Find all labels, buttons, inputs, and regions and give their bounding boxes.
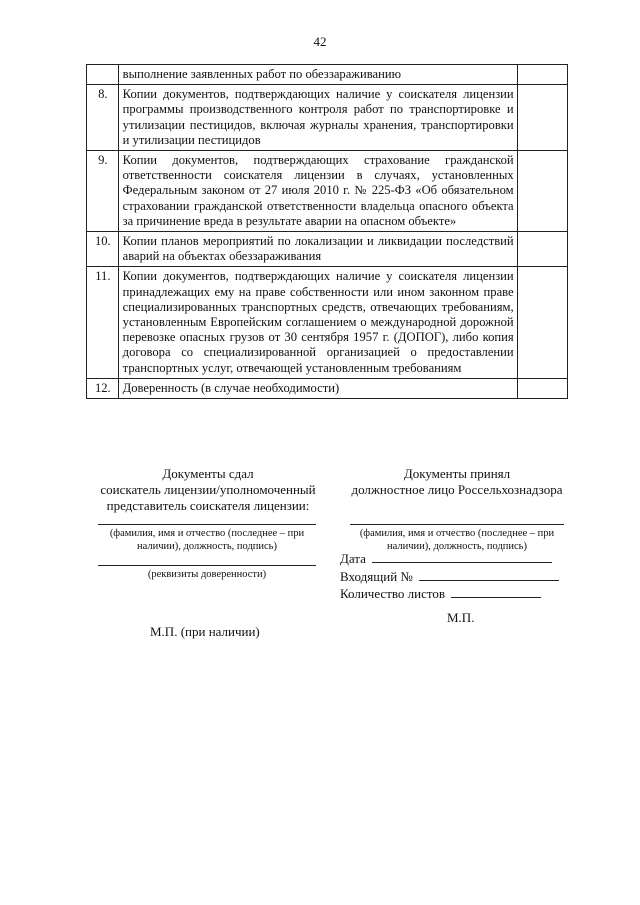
- submitted-by-heading-3: представитель соискателя лицензии:: [106, 498, 310, 513]
- incoming-number-label: Входящий №: [340, 569, 413, 584]
- row-mark-cell[interactable]: [517, 232, 567, 267]
- documents-table: [86, 64, 568, 399]
- row-mark-cell[interactable]: [517, 267, 567, 378]
- submitter-name-caption: (фамилия, имя и отчество (последнее – при наличии), должность, подпись): [109, 528, 305, 552]
- row-text: Копии документов, подтверждающих наличие у соискателя лицензии принадлежащих ему на праве собственности или ином законном праве специализированных транспортных средств, отвечающих требованиям, установленным Европейским соглашением о международной дорожной перевозке опасных грузов от 30 сентября 1957 г. (ДОПОГ), либо копия договора со специализированной организацией о предоставлении транспортных услуг, отвечающей установленным требованиям: [118, 267, 517, 378]
- proxy-details-field[interactable]: [98, 565, 316, 581]
- table-row: [87, 378, 568, 398]
- received-by-block: [340, 466, 574, 498]
- row-text: выполнение заявленных работ по обеззараживанию: [118, 65, 517, 85]
- submitted-by-heading-2: соискатель лицензии/уполномоченный: [100, 482, 316, 497]
- official-name-field[interactable]: [350, 524, 564, 553]
- sheets-count-field[interactable]: [340, 585, 541, 602]
- table-row: [87, 65, 568, 85]
- table-row: [87, 267, 568, 378]
- submitted-by-block: [90, 466, 326, 514]
- date-line[interactable]: [372, 550, 552, 563]
- date-label: Дата: [340, 551, 366, 566]
- incoming-number-line[interactable]: [419, 568, 559, 581]
- row-mark-cell[interactable]: [517, 378, 567, 398]
- proxy-details-caption: (реквизиты доверенности): [147, 569, 267, 580]
- incoming-number-field[interactable]: [340, 568, 559, 585]
- page-number: 42: [313, 34, 327, 49]
- row-number: 8.: [87, 85, 119, 151]
- row-number: [87, 65, 119, 85]
- official-name-caption: (фамилия, имя и отчество (последнее – при наличии), должность, подпись): [359, 528, 555, 552]
- row-mark-cell[interactable]: [517, 85, 567, 151]
- received-by-heading-2: должностное лицо Россельхознадзора: [351, 482, 563, 497]
- right-stamp-label: М.П.: [447, 610, 475, 625]
- row-text: Копии документов, подтверждающих наличие у соискателя лицензии программы производственного контроля работ по транспортировке и утилизации пестицидов, включая журналы хранения, транспортировки и утилизации пестицидов: [118, 85, 517, 151]
- row-number: 9.: [87, 151, 119, 232]
- table-row: [87, 151, 568, 232]
- table-row: [87, 232, 568, 267]
- row-number: 12.: [87, 378, 119, 398]
- sheets-count-line[interactable]: [451, 585, 541, 598]
- submitted-by-heading-1: Документы сдал: [162, 466, 254, 481]
- table-row: [87, 85, 568, 151]
- row-mark-cell[interactable]: [517, 65, 567, 85]
- row-text: Доверенность (в случае необходимости): [118, 378, 517, 398]
- row-text: Копии планов мероприятий по локализации и ликвидации последствий аварий на объектах обеззараживания: [118, 232, 517, 267]
- sheets-count-label: Количество листов: [340, 586, 446, 601]
- date-field[interactable]: [340, 550, 552, 567]
- row-number: 10.: [87, 232, 119, 267]
- row-number: 11.: [87, 267, 119, 378]
- submitter-name-field[interactable]: [98, 524, 316, 553]
- received-by-heading-1: Документы принял: [403, 466, 511, 481]
- row-mark-cell[interactable]: [517, 151, 567, 232]
- left-stamp-label: М.П. (при наличии): [150, 624, 260, 639]
- row-text: Копии документов, подтверждающих страхование гражданской ответственности соискателя лицензии в случаях, установленных Федеральным законом от 27 июля 2010 г. № 225-ФЗ «Об обязательном страховании гражданской ответственности владельца опасного объекта за причинение вреда в результате аварии на опасном объекте»: [118, 151, 517, 232]
